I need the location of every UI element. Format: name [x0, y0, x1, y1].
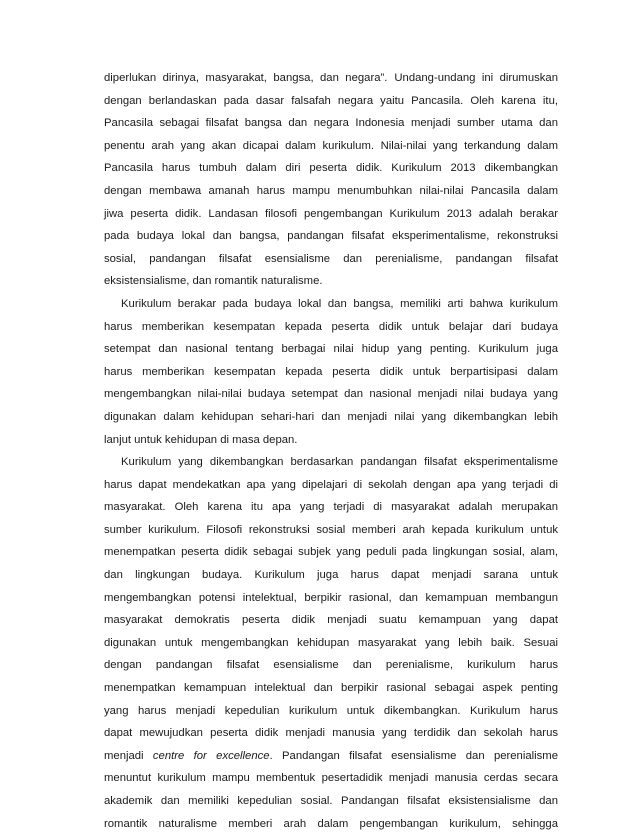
text-line: akademik dan memiliki kepedulian sosial. Pandangan filsafat eksistensialisme dan — [104, 795, 558, 807]
paragraph-first-line: Kurikulum berakar pada budaya lokal dan bangsa, memiliki arti bahwa kurikulum — [121, 297, 558, 310]
text-line: menempatkan kemampuan intelektual dan berpikir rasional sebagai aspek penting — [104, 682, 558, 695]
text-line: harus dapat mendekatkan apa yang dipelajari di sekolah dengan apa yang terjadi di — [104, 478, 558, 491]
text-line: Pancasila sebagai filsafat bangsa dan negara Indonesia menjadi sumber utama dan — [104, 117, 558, 130]
text-line: dengan berlandaskan pada dasar falsafah negara yaitu Pancasila. Oleh karena itu, — [104, 94, 558, 107]
text-line: mengembangkan nilai-nilai budaya setempat dan nasional menjadi nilai budaya yang — [104, 388, 558, 401]
text-line: sosial, pandangan filsafat esensialisme dan perenialisme, pandangan filsafat — [104, 252, 558, 265]
text-line: jiwa peserta didik. Landasan filosofi pengembangan Kurikulum 2013 adalah berakar — [104, 207, 558, 220]
text-line: diperlukan dirinya, masyarakat, bangsa, dan negara”. Undang-undang ini dirumuskan — [104, 72, 558, 84]
paragraph-last-line: lanjut untuk kehidupan di masa depan. — [104, 433, 298, 446]
text-line: setempat dan nasional tentang berbagai nilai hidup yang penting. Kurikulum juga — [104, 343, 558, 356]
text-line: sumber kurikulum. Filosofi rekonstruksi sosial memberi arah kepada kurikulum untuk — [104, 523, 558, 536]
body-text — [104, 67, 558, 835]
text-line: yang harus menjadi kepedulian kurikulum untuk dikembangkan. Kurikulum harus — [104, 704, 558, 717]
text-line: masyarakat. Oleh karena itu apa yang terjadi di masyarakat adalah merupakan — [104, 501, 558, 514]
italic-phrase: centre for excellence — [152, 749, 270, 762]
text-line: harus memberikan kesempatan kepada peserta didik untuk berpartisipasi dalam — [104, 365, 558, 378]
text-line: menjadi centre for excellence. Pandangan filsafat esensialisme dan perenialisme — [104, 749, 558, 762]
text-line: harus memberikan kesempatan kepada peserta didik untuk belajar dari budaya — [104, 320, 558, 333]
text-line: digunakan dalam kehidupan sehari-hari dan menjadi nilai yang dikembangkan lebih — [104, 410, 558, 423]
paragraph-last-line: eksistensialisme, dan romantik naturalisme. — [104, 275, 323, 288]
text-line: Pancasila harus tumbuh dalam diri peserta didik. Kurikulum 2013 dikembangkan — [104, 162, 558, 175]
text-line: masyarakat demokratis peserta didik menjadi suatu kemampuan yang dapat — [104, 614, 558, 627]
text-line: dengan pandangan filsafat esensialisme dan perenialisme, kurikulum harus — [104, 659, 558, 672]
text-line: romantik naturalisme memberi arah dalam pengembangan kurikulum, sehingga — [104, 817, 558, 830]
text-line: penentu arah yang akan dicapai dalam kurikulum. Nilai-nilai yang terkandung dalam — [104, 139, 558, 152]
text-line: digunakan untuk mengembangkan kehidupan masyarakat yang lebih baik. Sesuai — [104, 636, 558, 649]
text-line: menempatkan peserta didik sebagai subjek yang peduli pada lingkungan sosial, alam, — [104, 546, 558, 559]
text-line: pada budaya lokal dan bangsa, pandangan filsafat eksperimentalisme, rekonstruksi — [104, 230, 558, 243]
text-line: dengan membawa amanah harus mampu menumbuhkan nilai-nilai Pancasila dalam — [104, 184, 558, 197]
text-line: dan lingkungan budaya. Kurikulum juga harus dapat menjadi sarana untuk — [104, 569, 558, 582]
text-line: mengembangkan potensi intelektual, berpikir rasional, dan kemampuan membangun — [104, 591, 558, 604]
paragraph-first-line: Kurikulum yang dikembangkan berdasarkan pandangan filsafat eksperimentalisme — [121, 456, 558, 469]
text-line: dapat mewujudkan peserta didik menjadi manusia yang terdidik dan sekolah harus — [104, 727, 558, 740]
text-line: menuntut kurikulum mampu membentuk pesertadidik menjadi manusia cerdas secara — [104, 772, 558, 785]
